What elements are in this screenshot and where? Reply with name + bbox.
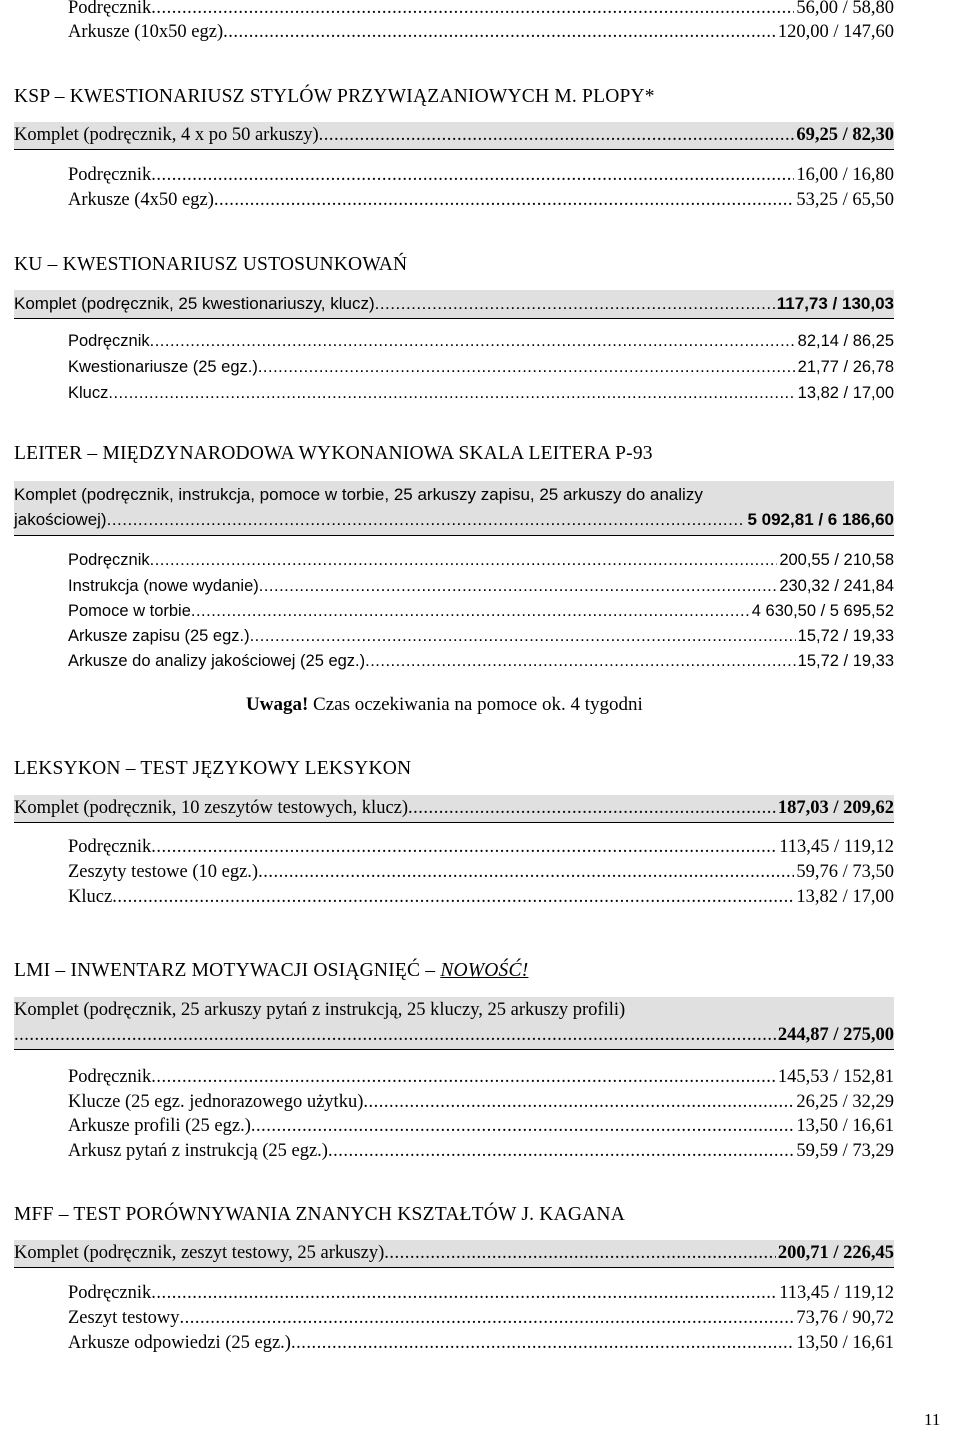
item-label: Arkusze profili (25 egz.) bbox=[68, 1116, 251, 1136]
komplet-price: 69,25 / 82,30 bbox=[796, 125, 894, 145]
section-heading-leiter: LEITER – MIĘDZYNARODOWA WYKONANIOWA SKALA LEITERA P-93 bbox=[14, 443, 653, 464]
item-label: Klucz bbox=[68, 887, 113, 907]
price-row bbox=[68, 1280, 894, 1306]
komplet-label: Komplet (podręcznik, 25 kwestionariuszy, klucz) bbox=[14, 294, 375, 313]
price-row bbox=[68, 187, 894, 213]
price-row bbox=[68, 354, 894, 380]
komplet-price: 200,71 / 226,45 bbox=[777, 1243, 894, 1263]
komplet-box-lmi bbox=[14, 997, 894, 1050]
section-heading-mff: MFF – TEST PORÓWNYWANIA ZNANYCH KSZTAŁTÓW J. KAGANA bbox=[14, 1204, 625, 1225]
komplet-box-ksp bbox=[14, 122, 894, 150]
item-label: Podręcznik bbox=[68, 551, 150, 569]
item-label: Klucz bbox=[68, 384, 109, 402]
item-price: 145,53 / 152,81 bbox=[777, 1067, 894, 1087]
komplet-label: Komplet (podręcznik, zeszyt testowy, 25 arkuszy) bbox=[14, 1243, 385, 1263]
section-heading-ksp: KSP – KWESTIONARIUSZ STYLÓW PRZYWIĄZANIOWYCH M. PLOPY* bbox=[14, 86, 655, 107]
leiter-note bbox=[246, 692, 643, 718]
item-price: 82,14 / 86,25 bbox=[797, 332, 894, 350]
komplet-row bbox=[14, 291, 894, 317]
komplet-box-leiter bbox=[14, 481, 894, 536]
item-price: 15,72 / 19,33 bbox=[797, 652, 894, 670]
komplet-row bbox=[14, 507, 894, 533]
item-price: 59,76 / 73,50 bbox=[796, 862, 894, 882]
item-label: Klucze (25 egz. jednorazowego użytku) bbox=[68, 1092, 364, 1112]
komplet-box-ku bbox=[14, 290, 894, 319]
price-row bbox=[68, 884, 894, 910]
page-number: 11 bbox=[924, 1410, 941, 1429]
new-badge: NOWOŚĆ! bbox=[440, 960, 529, 981]
item-price: 16,00 / 16,80 bbox=[796, 165, 894, 185]
item-price: 113,45 / 119,12 bbox=[779, 1283, 894, 1303]
section-heading-leksykon: LEKSYKON – TEST JĘZYKOWY LEKSYKON bbox=[14, 758, 412, 779]
item-label: Podręcznik bbox=[68, 332, 150, 350]
note-text: Czas oczekiwania na pomoce ok. 4 tygodni bbox=[308, 694, 643, 715]
komplet-description: Komplet (podręcznik, instrukcja, pomoce w torbie, 25 arkuszy zapisu, 25 arkuszy do analizy bbox=[14, 485, 703, 504]
item-label: Podręcznik bbox=[68, 837, 152, 857]
komplet-box-leksykon bbox=[14, 795, 894, 823]
heading-text: LMI – INWENTARZ MOTYWACJI OSIĄGNIĘĆ – bbox=[14, 960, 441, 981]
komplet-label: Komplet (podręcznik, 4 x po 50 arkuszy) bbox=[14, 125, 319, 145]
price-row bbox=[68, 162, 894, 188]
note-label: Uwaga! bbox=[246, 694, 309, 715]
item-price: 53,25 / 65,50 bbox=[796, 190, 894, 210]
section-heading-lmi bbox=[14, 958, 528, 984]
item-label: Arkusz pytań z instrukcją (25 egz.) bbox=[68, 1141, 328, 1161]
price-row bbox=[68, 1138, 894, 1164]
item-label: Arkusze zapisu (25 egz.) bbox=[68, 627, 250, 645]
price-row bbox=[68, 547, 894, 573]
item-label: Instrukcja (nowe wydanie) bbox=[68, 577, 259, 595]
komplet-row bbox=[14, 1240, 894, 1266]
item-price: 13,82 / 17,00 bbox=[797, 384, 894, 402]
item-label: Podręcznik bbox=[68, 0, 152, 18]
komplet-price: 244,87 / 275,00 bbox=[777, 1025, 894, 1045]
price-row bbox=[68, 1330, 894, 1356]
section-heading-ku: KU – KWESTIONARIUSZ USTOSUNKOWAŃ bbox=[14, 254, 408, 275]
komplet-row bbox=[14, 1022, 894, 1048]
price-row bbox=[68, 1089, 894, 1115]
item-label: Zeszyt testowy bbox=[68, 1308, 180, 1328]
komplet-label: Komplet (podręcznik, 10 zeszytów testowych, klucz) bbox=[14, 798, 409, 818]
item-price: 56,00 / 58,80 bbox=[796, 0, 894, 18]
item-price: 13,50 / 16,61 bbox=[796, 1116, 894, 1136]
item-price: 13,50 / 16,61 bbox=[796, 1333, 894, 1353]
item-price: 120,00 / 147,60 bbox=[777, 22, 894, 42]
komplet-price: 5 092,81 / 6 186,60 bbox=[747, 510, 894, 529]
price-row bbox=[68, 573, 894, 599]
item-price: 200,55 / 210,58 bbox=[779, 551, 894, 569]
price-row bbox=[68, 19, 894, 45]
item-label: Kwestionariusze (25 egz.) bbox=[68, 358, 258, 376]
price-row bbox=[68, 1305, 894, 1331]
komplet-description: Komplet (podręcznik, 25 arkuszy pytań z instrukcją, 25 kluczy, 25 arkuszy profili) bbox=[14, 1000, 626, 1020]
item-price: 21,77 / 26,78 bbox=[797, 358, 894, 376]
price-row bbox=[68, 328, 894, 354]
item-label: Arkusze do analizy jakościowej (25 egz.) bbox=[68, 652, 366, 670]
price-row bbox=[68, 1064, 894, 1090]
item-label: Arkusze (4x50 egz) bbox=[68, 190, 214, 210]
item-price: 73,76 / 90,72 bbox=[796, 1308, 894, 1328]
item-price: 13,82 / 17,00 bbox=[796, 887, 894, 907]
item-label: Podręcznik bbox=[68, 1283, 152, 1303]
item-label: Podręcznik bbox=[68, 1067, 152, 1087]
price-row bbox=[68, 834, 894, 860]
price-row bbox=[68, 648, 894, 674]
item-label: Pomoce w torbie bbox=[68, 602, 191, 620]
item-price: 4 630,50 / 5 695,52 bbox=[751, 602, 894, 620]
komplet-row bbox=[14, 795, 894, 821]
item-label: Zeszyty testowe (10 egz.) bbox=[68, 862, 259, 882]
price-row bbox=[68, 859, 894, 885]
price-row bbox=[68, 0, 894, 21]
komplet-box-mff bbox=[14, 1240, 894, 1268]
item-label: Arkusze (10x50 egz) bbox=[68, 22, 224, 42]
komplet-label: jakościowej) bbox=[14, 510, 107, 529]
price-row bbox=[68, 1113, 894, 1139]
price-row bbox=[68, 380, 894, 406]
item-price: 15,72 / 19,33 bbox=[797, 627, 894, 645]
komplet-price: 187,03 / 209,62 bbox=[777, 798, 894, 818]
item-price: 230,32 / 241,84 bbox=[779, 577, 894, 595]
item-price: 26,25 / 32,29 bbox=[796, 1092, 894, 1112]
item-price: 59,59 / 73,29 bbox=[796, 1141, 894, 1161]
price-row bbox=[68, 598, 894, 624]
item-label: Arkusze odpowiedzi (25 egz.) bbox=[68, 1333, 291, 1353]
price-row bbox=[68, 623, 894, 649]
item-price: 113,45 / 119,12 bbox=[779, 837, 894, 857]
komplet-row bbox=[14, 122, 894, 148]
komplet-price: 117,73 / 130,03 bbox=[776, 294, 894, 313]
item-label: Podręcznik bbox=[68, 165, 152, 185]
